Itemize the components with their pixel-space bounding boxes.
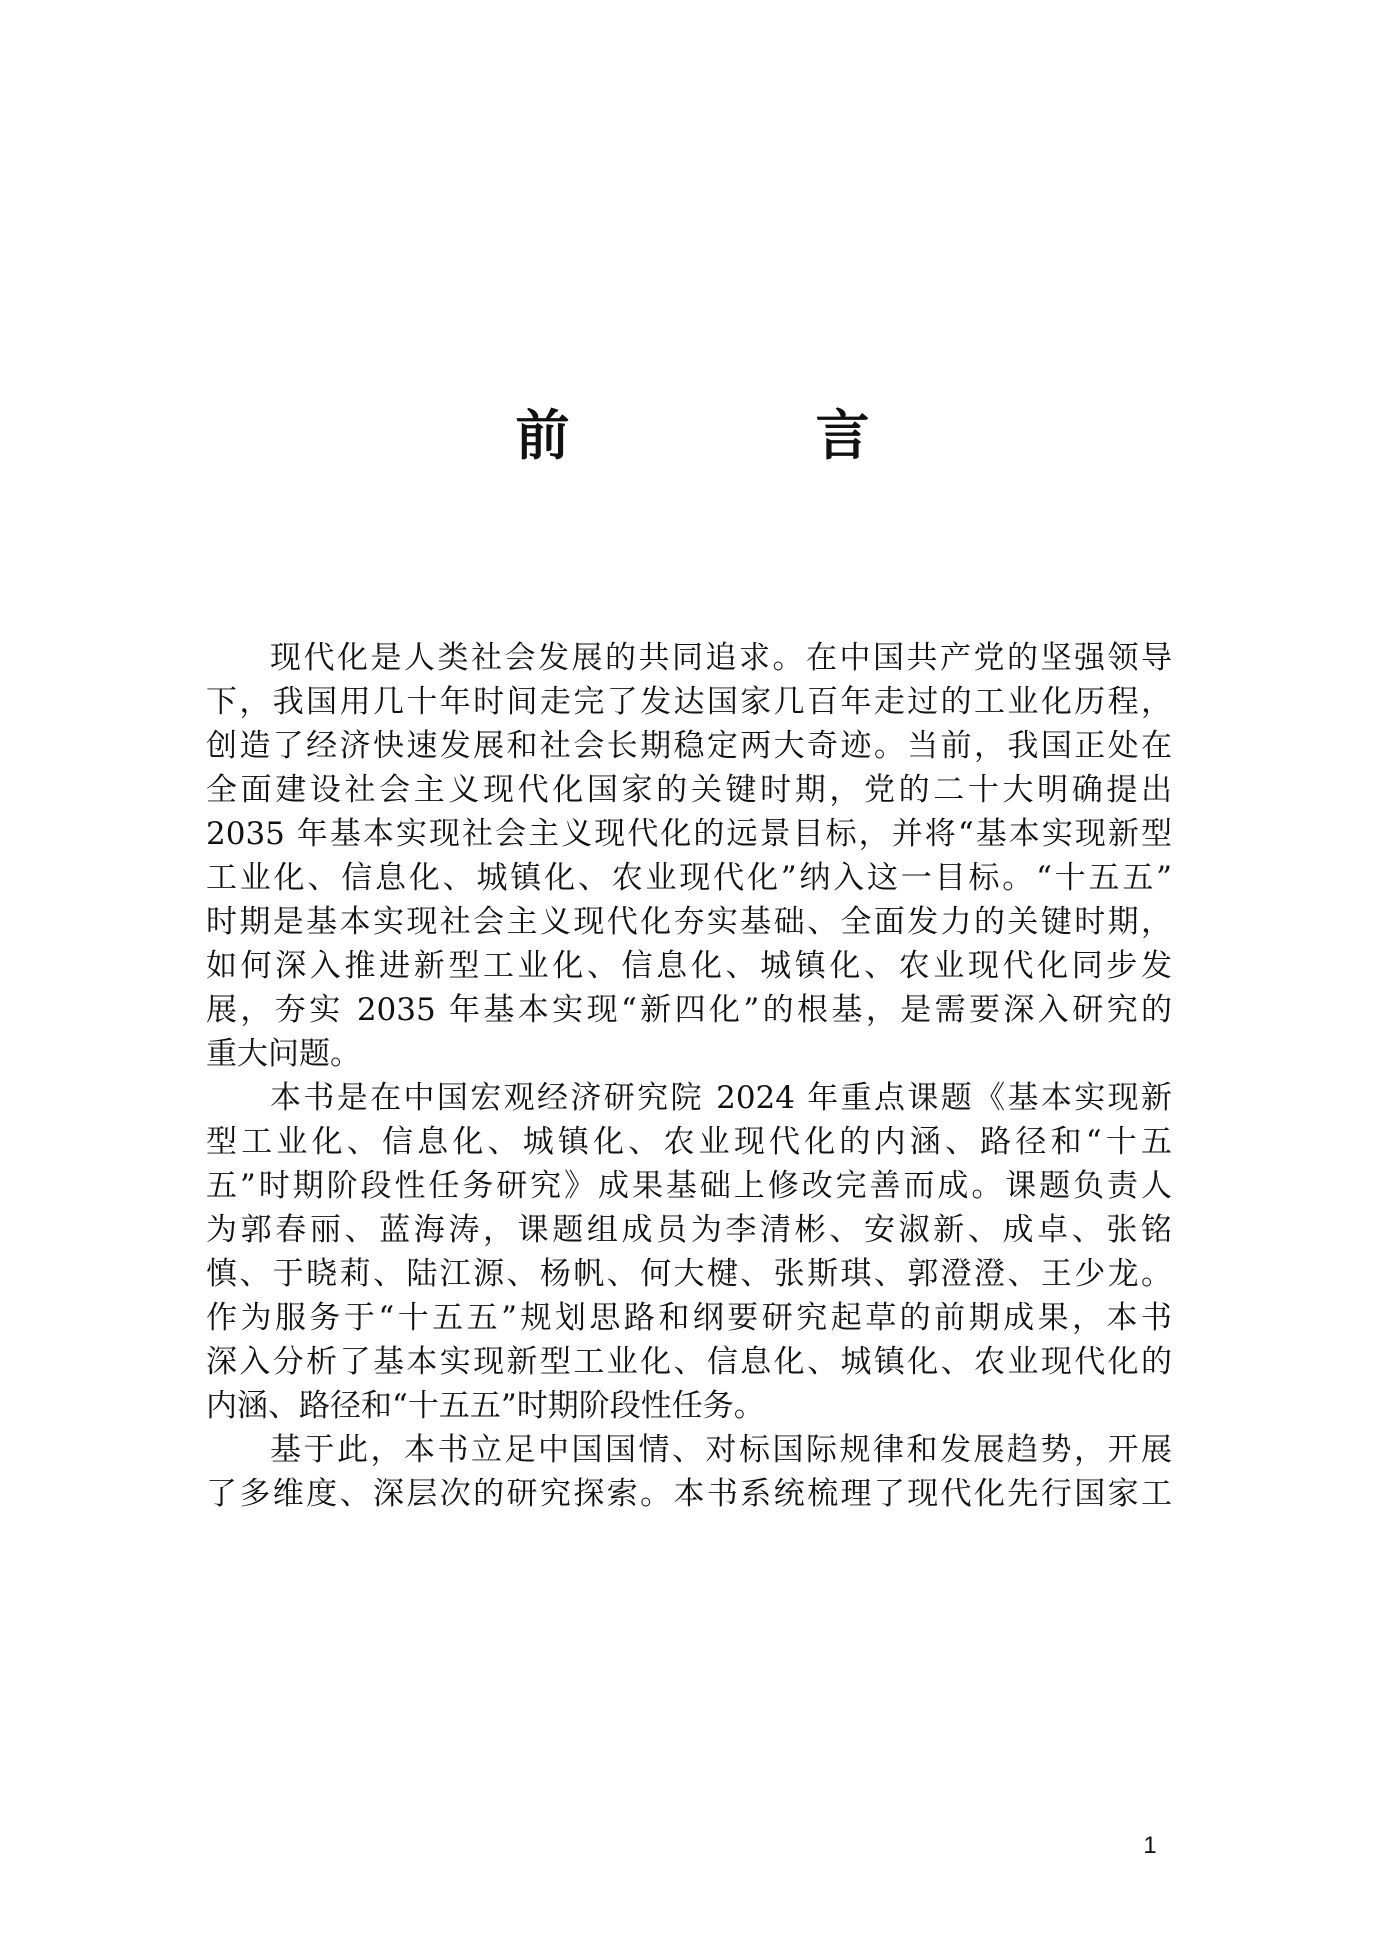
text-line: 五”时期阶段性任务研究》成果基础上修改完善而成。课题负责人 <box>206 1168 1172 1204</box>
text-line: 展，夯实 2035 年基本实现“新四化”的根基，是需要深入研究的 <box>206 992 1172 1028</box>
page-number: 1 <box>1143 1832 1157 1859</box>
text-line: 基于此，本书立足中国国情、对标国际规律和发展趋势，开展 <box>270 1432 1172 1468</box>
text-line: 时期是基本实现社会主义现代化夯实基础、全面发力的关键时期， <box>206 904 1172 940</box>
text-line: 创造了经济快速发展和社会长期稳定两大奇迹。当前，我国正处在 <box>206 728 1172 764</box>
text-line: 作为服务于“十五五”规划思路和纲要研究起草的前期成果，本书 <box>206 1300 1172 1336</box>
page-title: 前 言 <box>515 403 966 467</box>
text-line: 为郭春丽、蓝海涛，课题组成员为李清彬、安淑新、成卓、张铭 <box>206 1212 1172 1248</box>
text-line: 现代化是人类社会发展的共同追求。在中国共产党的坚强领导 <box>270 640 1172 676</box>
text-line: 全面建设社会主义现代化国家的关键时期，党的二十大明确提出 <box>206 772 1172 808</box>
text-line: 深入分析了基本实现新型工业化、信息化、城镇化、农业现代化的 <box>206 1344 1172 1380</box>
text-line: 内涵、路径和“十五五”时期阶段性任务。 <box>206 1388 765 1424</box>
text-line: 慎、于晓莉、陆江源、杨帆、何大楗、张斯琪、郭澄澄、王少龙。 <box>206 1256 1172 1292</box>
text-line: 2035 年基本实现社会主义现代化的远景目标，并将“基本实现新型 <box>206 816 1172 852</box>
paragraph-3 <box>206 1428 1172 1516</box>
paragraph-1 <box>206 636 1172 1076</box>
text-line: 本书是在中国宏观经济研究院 2024 年重点课题《基本实现新 <box>270 1080 1172 1116</box>
text-line: 重大问题。 <box>206 1036 361 1072</box>
text-line: 如何深入推进新型工业化、信息化、城镇化、农业现代化同步发 <box>206 948 1172 984</box>
text-line: 工业化、信息化、城镇化、农业现代化”纳入这一目标。“十五五” <box>206 860 1172 896</box>
body-text <box>206 636 1172 1516</box>
text-line: 型工业化、信息化、城镇化、农业现代化的内涵、路径和“十五 <box>206 1124 1172 1160</box>
text-line: 下，我国用几十年时间走完了发达国家几百年走过的工业化历程， <box>206 684 1172 720</box>
text-line: 了多维度、深层次的研究探索。本书系统梳理了现代化先行国家工 <box>206 1476 1172 1512</box>
paragraph-2 <box>206 1076 1172 1428</box>
